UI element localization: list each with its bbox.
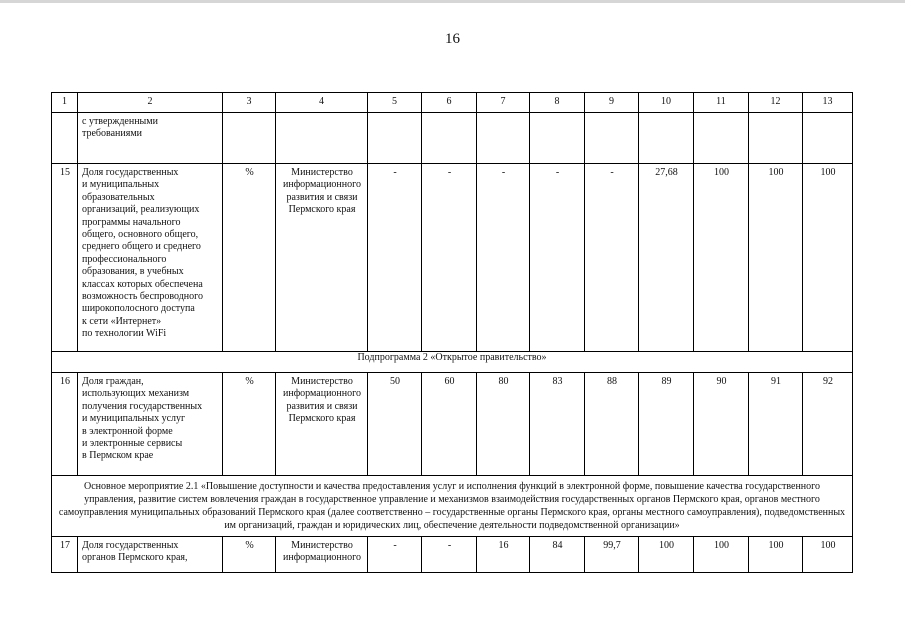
table-row <box>52 373 853 476</box>
indicators-table <box>51 92 853 573</box>
column-number: 7 <box>477 93 530 113</box>
value-cell: 100 <box>803 164 853 352</box>
column-number: 3 <box>223 93 276 113</box>
indicator-name: Доля граждан, использующих механизм получения государственных и муниципальных услуг в электронной форме и электронные сервисы в Пермском крае <box>78 373 223 476</box>
column-number-header-row <box>52 93 853 113</box>
row-number: 17 <box>52 537 78 573</box>
column-number: 9 <box>585 93 639 113</box>
column-number: 4 <box>276 93 368 113</box>
value-cell: 27,68 <box>639 164 694 352</box>
value-cell: 83 <box>530 373 585 476</box>
subprogram-title: Подпрограмма 2 «Открытое правительство» <box>52 352 853 373</box>
column-number: 8 <box>530 93 585 113</box>
column-number: 11 <box>694 93 749 113</box>
value-cell: 80 <box>477 373 530 476</box>
value-cell: 91 <box>749 373 803 476</box>
column-number: 2 <box>78 93 223 113</box>
indicator-name: Доля государственных органов Пермского края, <box>78 537 223 573</box>
column-number: 13 <box>803 93 853 113</box>
unit: % <box>223 164 276 352</box>
value-cell: 16 <box>477 537 530 573</box>
value-cell: - <box>368 537 422 573</box>
unit: % <box>223 537 276 573</box>
column-number: 10 <box>639 93 694 113</box>
value-cell: 100 <box>694 164 749 352</box>
value-cell: - <box>368 164 422 352</box>
column-number: 6 <box>422 93 477 113</box>
unit: % <box>223 373 276 476</box>
indicator-name: Доля государственных и муниципальных образовательных организаций, реализующих программы начального общего, основного общего, среднего общего и среднего профессионального образования, в учебных классах которых обеспечена возможность беспроводного широкополосного доступа к сети «Интернет» по технологии WiFi <box>78 164 223 352</box>
main-event-description: Основное мероприятие 2.1 «Повышение доступности и качества предоставления услуг и исполнения функций в электронной форме, повышение качества государственного управления, развитие систем вовлечения граждан в государственное управление и механизмов взаимодействия государственных органов Пермского края, органов местного самоуправления муниципальных образований Пермского края (далее соответственно – государственные органы Пермского края, органы местного самоуправления), подведомственных им организаций, граждан и юридических лиц, обеспечение деятельности подведомственной организации» <box>52 476 853 537</box>
responsible-ministry: Министерство информационного развития и связи Пермского края <box>276 164 368 352</box>
value-cell: - <box>477 164 530 352</box>
value-cell: 100 <box>803 537 853 573</box>
value-cell: 90 <box>694 373 749 476</box>
value-cell: 88 <box>585 373 639 476</box>
value-cell: 100 <box>639 537 694 573</box>
responsible-ministry: Министерство информационного <box>276 537 368 573</box>
main-event-row <box>52 476 853 537</box>
table-row-continuation <box>52 113 853 164</box>
value-cell: 60 <box>422 373 477 476</box>
row-number: 16 <box>52 373 78 476</box>
value-cell: 100 <box>749 537 803 573</box>
page-number: 16 <box>445 31 460 47</box>
value-cell: 100 <box>749 164 803 352</box>
value-cell: - <box>530 164 585 352</box>
value-cell: 89 <box>639 373 694 476</box>
column-number: 12 <box>749 93 803 113</box>
column-number: 1 <box>52 93 78 113</box>
value-cell: 92 <box>803 373 853 476</box>
value-cell: 50 <box>368 373 422 476</box>
table-row <box>52 537 853 573</box>
row-number: 15 <box>52 164 78 352</box>
value-cell: 99,7 <box>585 537 639 573</box>
subprogram-row <box>52 352 853 373</box>
value-cell: 84 <box>530 537 585 573</box>
value-cell: - <box>422 537 477 573</box>
table-row <box>52 164 853 352</box>
value-cell: 100 <box>694 537 749 573</box>
value-cell: - <box>585 164 639 352</box>
scan-top-edge <box>0 0 905 3</box>
value-cell: - <box>422 164 477 352</box>
responsible-ministry: Министерство информационного развития и связи Пермского края <box>276 373 368 476</box>
column-number: 5 <box>368 93 422 113</box>
indicator-name: с утвержденными требованиями <box>78 113 223 164</box>
